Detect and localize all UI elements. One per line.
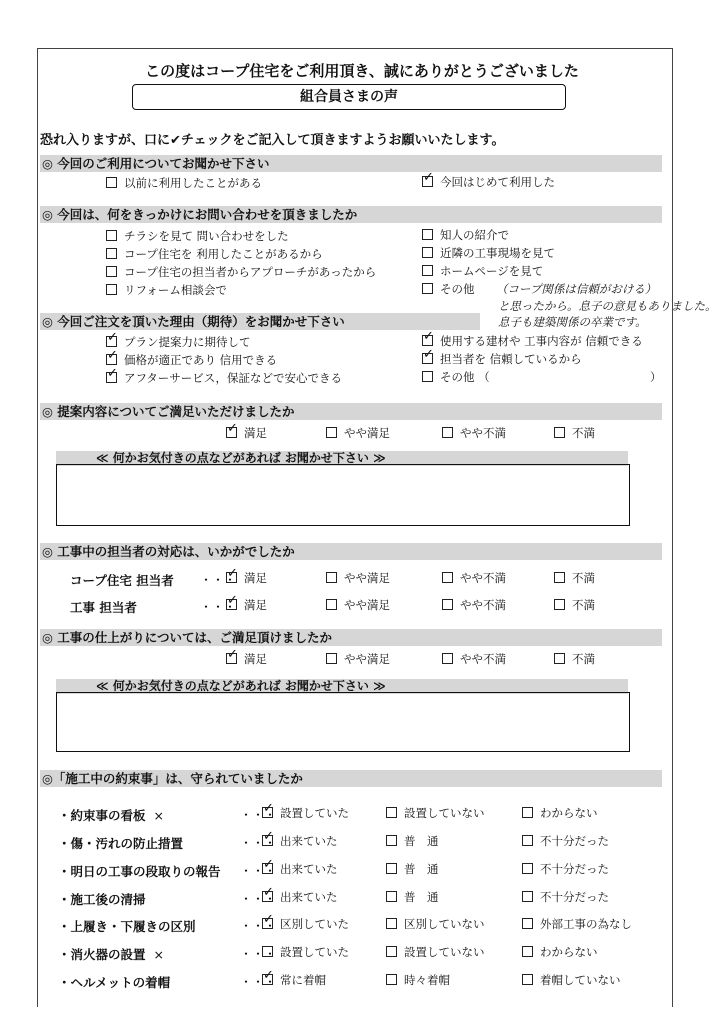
- q5-title: ◎ 工事中の担当者の対応は、いかがでしたか: [40, 543, 662, 560]
- dots: ・・・: [240, 864, 277, 878]
- q6-option[interactable]: 不満: [554, 652, 595, 666]
- q7-option[interactable]: [262, 834, 338, 848]
- checkbox[interactable]: [326, 572, 337, 583]
- q5-option[interactable]: 不満: [554, 598, 595, 612]
- handwritten-note: 息子も建築関係の卒業です。: [498, 315, 647, 329]
- handwritten-note: （コープ関係は信頼がおける）: [496, 282, 657, 296]
- checkbox-checked[interactable]: [226, 599, 237, 610]
- dots: ・・・: [240, 892, 277, 906]
- checkbox[interactable]: [386, 863, 397, 874]
- checkbox-checked[interactable]: [262, 807, 273, 818]
- checkbox[interactable]: [442, 427, 453, 438]
- q7-option-label: 不十分だった: [540, 834, 609, 848]
- q3-option[interactable]: ✓アフターサービス，保証などで安心できる: [106, 371, 342, 385]
- q7-option[interactable]: [522, 834, 609, 848]
- q7-option[interactable]: [386, 890, 439, 904]
- q7-option-label: 区別していない: [404, 917, 485, 931]
- close-paren: ）: [650, 370, 662, 384]
- q7-title: ◎「施工中の約束事」は、守られていましたか: [40, 770, 662, 787]
- q5-option[interactable]: やや不満: [442, 571, 506, 585]
- q5-option[interactable]: ✓ 満足: [226, 571, 267, 585]
- q7-option[interactable]: [386, 806, 485, 820]
- q1-option[interactable]: ✓ 今回はじめて利用した: [422, 175, 555, 189]
- page-title: この度はコープ住宅をご利用頂き、誠にありがとうございました: [145, 62, 579, 80]
- q2-option[interactable]: ホームページを見て: [422, 264, 543, 278]
- checkbox[interactable]: [442, 653, 453, 664]
- q2-option[interactable]: コープ住宅の担当者からアプローチがあったから: [106, 265, 376, 279]
- q5-option[interactable]: やや満足: [326, 571, 390, 585]
- q7-row-label: [58, 973, 170, 991]
- q7-option-label: 常に着帽: [280, 973, 326, 987]
- q7-option-label: 設置していない: [404, 945, 485, 959]
- checkbox[interactable]: [554, 427, 565, 438]
- dots: ・・・: [240, 919, 277, 933]
- checkbox[interactable]: [422, 283, 433, 294]
- checkbox[interactable]: [522, 974, 533, 985]
- checkbox[interactable]: [386, 974, 397, 985]
- checkbox[interactable]: [522, 918, 533, 929]
- checkbox-checked[interactable]: [422, 335, 433, 346]
- q2-option[interactable]: リフォーム相談会で: [106, 283, 227, 297]
- checkbox-checked[interactable]: [106, 354, 117, 365]
- q7-option-label: 出来ていた: [280, 834, 338, 848]
- checkbox-checked[interactable]: [262, 891, 273, 902]
- q6-title: ◎ 工事の仕上がりについては、ご満足頂けましたか: [40, 629, 662, 646]
- q7-option-label: 着帽していない: [540, 973, 621, 987]
- q7-option[interactable]: [262, 806, 349, 820]
- checkbox[interactable]: [386, 807, 397, 818]
- q7-option-label: 普 通: [404, 862, 439, 876]
- checkbox[interactable]: [522, 863, 533, 874]
- q7-option-label: 普 通: [404, 834, 439, 848]
- checkbox[interactable]: [106, 284, 117, 295]
- q7-option-label: わからない: [540, 945, 598, 959]
- q7-option-label: 出来ていた: [280, 862, 338, 876]
- q6-option[interactable]: やや不満: [442, 652, 506, 666]
- checkbox[interactable]: [554, 572, 565, 583]
- checkbox[interactable]: [106, 248, 117, 259]
- q7-option-label: 外部工事の為なし: [540, 917, 632, 931]
- q7-option[interactable]: [386, 862, 439, 876]
- q3-option[interactable]: ✓価格が適正であり 信用できる: [106, 353, 277, 367]
- q4-option[interactable]: やや不満: [442, 426, 506, 440]
- checkbox-checked[interactable]: [106, 336, 117, 347]
- q7-row-label: [58, 806, 164, 824]
- q5-option[interactable]: 不満: [554, 571, 595, 585]
- q7-option-label: 設置していた: [280, 945, 349, 959]
- q7-option[interactable]: [262, 890, 338, 904]
- q3-option[interactable]: ✓使用する建材や 工事内容が 信頼できる: [422, 334, 643, 348]
- checkbox[interactable]: [442, 599, 453, 610]
- checkbox[interactable]: [386, 946, 397, 957]
- page-subtitle: 組合員さまの声: [132, 84, 566, 110]
- dots: ・・・: [240, 975, 277, 989]
- checkbox-checked[interactable]: [262, 863, 273, 874]
- q5-row-label: 工事 担当者: [70, 600, 137, 615]
- checkbox[interactable]: [442, 572, 453, 583]
- q5-option[interactable]: ✓ 満足: [226, 598, 267, 612]
- q4-option[interactable]: ✓満足: [226, 426, 267, 440]
- dots: ・・・: [240, 808, 277, 822]
- q2-title: ◎ 今回は、何をきっかけにお問い合わせを頂きましたか: [40, 206, 662, 223]
- q7-row-label-text: ・傷・汚れの防止措置: [58, 836, 184, 851]
- checkbox[interactable]: [422, 371, 433, 382]
- checkbox[interactable]: [522, 891, 533, 902]
- q7-row-label-text: ・明日の工事の段取りの報告: [58, 864, 221, 879]
- q7-option-label: わからない: [540, 806, 598, 820]
- q7-option-label: 不十分だった: [540, 862, 609, 876]
- q2-option[interactable]: 知人の紹介で: [422, 228, 509, 242]
- checkbox[interactable]: [326, 653, 337, 664]
- checkbox[interactable]: [326, 599, 337, 610]
- q2-option[interactable]: コープ住宅を 利用したことがあるから: [106, 247, 323, 261]
- q7-option[interactable]: [262, 917, 349, 931]
- checkbox-checked[interactable]: [422, 353, 433, 364]
- checkbox[interactable]: [386, 918, 397, 929]
- q7-option[interactable]: [522, 890, 609, 904]
- q7-row-label-text: ・上履き・下履きの区別: [58, 919, 196, 934]
- checkbox-checked[interactable]: [262, 835, 273, 846]
- q7-row-label: [58, 945, 164, 963]
- q5-option[interactable]: やや不満: [442, 598, 506, 612]
- q7-option-label: 区別していた: [280, 917, 349, 931]
- q7-option[interactable]: [522, 862, 609, 876]
- checkbox[interactable]: [422, 247, 433, 258]
- q7-option[interactable]: [386, 917, 485, 931]
- checkbox[interactable]: [106, 177, 117, 188]
- q7-option[interactable]: [262, 862, 338, 876]
- intro-text: 恐れ入りますが、口に✔チェックをご記入して頂きますようお願いいたします。: [40, 133, 505, 148]
- checkbox-checked[interactable]: [422, 176, 433, 187]
- q1-option[interactable]: 以前に利用したことがある: [106, 176, 262, 190]
- q7-row-label: [58, 862, 221, 880]
- q1-title: ◎ 今回のご利用についてお聞かせ下さい: [40, 155, 662, 172]
- q7-option-label: 出来ていた: [280, 890, 338, 904]
- q2-option[interactable]: その他: [422, 282, 475, 296]
- q4-comment-title: ≪ 何かお気付きの点などがあれば お聞かせ下さい ≫: [56, 451, 628, 466]
- q7-option[interactable]: [522, 973, 621, 987]
- checkbox[interactable]: [386, 835, 397, 846]
- q6-comment-title: ≪ 何かお気付きの点などがあれば お聞かせ下さい ≫: [56, 679, 628, 694]
- q7-row-label: [58, 834, 183, 852]
- q7-row-label-text: ・ヘルメットの着帽: [58, 975, 171, 990]
- x-mark: ×: [153, 947, 164, 962]
- q7-option[interactable]: [522, 945, 598, 959]
- q4-title: ◎ 提案内容についてご満足いただけましたか: [40, 403, 662, 420]
- q5-row-label: コープ住宅 担当者: [70, 573, 174, 588]
- q3-title: ◎ 今回ご注文を頂いた理由（期待）をお聞かせ下さい: [40, 313, 480, 330]
- q7-option-label: 時々着帽: [404, 973, 450, 987]
- q6-option[interactable]: やや満足: [326, 652, 390, 666]
- checkbox-checked[interactable]: [226, 427, 237, 438]
- checkbox[interactable]: [422, 229, 433, 240]
- checkbox[interactable]: [106, 230, 117, 241]
- q7-row-label-text: ・約束事の看板: [58, 808, 146, 823]
- checkbox[interactable]: [522, 807, 533, 818]
- handwritten-note: と思ったから。息子の意見もありました。: [498, 299, 717, 313]
- q7-row-label-text: ・施工後の清掃: [58, 892, 146, 907]
- q3-option[interactable]: ✓担当者を 信頼しているから: [422, 352, 582, 366]
- dots: ・・・: [240, 947, 277, 961]
- checkbox[interactable]: [522, 835, 533, 846]
- checkbox-checked[interactable]: [262, 918, 273, 929]
- dots: ・・・: [240, 836, 277, 850]
- q6-comment-box[interactable]: [56, 692, 630, 752]
- dots: ・・・: [200, 600, 237, 614]
- checkbox[interactable]: [522, 946, 533, 957]
- q5-option[interactable]: やや満足: [326, 598, 390, 612]
- checkbox-checked[interactable]: [106, 372, 117, 383]
- q4-comment-box[interactable]: [56, 464, 630, 526]
- checkbox[interactable]: [106, 266, 117, 277]
- q7-row-label-text: ・消火器の設置: [58, 947, 146, 962]
- q2-option[interactable]: チラシを見て 問い合わせをした: [106, 229, 289, 243]
- x-mark: ×: [153, 808, 164, 823]
- q7-option-label: 設置していた: [280, 806, 349, 820]
- q7-option[interactable]: [262, 973, 326, 987]
- checkbox[interactable]: [422, 265, 433, 276]
- q7-option[interactable]: [386, 945, 485, 959]
- q7-option[interactable]: [386, 973, 450, 987]
- checkbox[interactable]: [326, 427, 337, 438]
- q7-row-label: [58, 917, 196, 935]
- checkbox[interactable]: [554, 653, 565, 664]
- checkbox[interactable]: [554, 599, 565, 610]
- checkbox-checked[interactable]: [226, 653, 237, 664]
- q7-option-label: 不十分だった: [540, 890, 609, 904]
- q7-option[interactable]: [522, 917, 632, 931]
- checkbox[interactable]: [262, 946, 273, 957]
- q7-option[interactable]: [522, 806, 598, 820]
- q7-option-label: 普 通: [404, 890, 439, 904]
- q7-option-label: 設置していない: [404, 806, 485, 820]
- q7-row-label: [58, 890, 146, 908]
- checkbox-checked[interactable]: [262, 974, 273, 985]
- checkbox-checked[interactable]: [226, 572, 237, 583]
- q7-option[interactable]: [386, 834, 439, 848]
- q2-option[interactable]: 近隣の工事現場を見て: [422, 246, 555, 260]
- q3-option[interactable]: その他 （: [422, 370, 490, 384]
- q4-option[interactable]: 不満: [554, 426, 595, 440]
- checkbox[interactable]: [386, 891, 397, 902]
- dots: ・・・: [200, 573, 237, 587]
- q7-option[interactable]: [262, 945, 349, 959]
- q6-option[interactable]: ✓満足: [226, 652, 267, 666]
- q3-option[interactable]: ✓プラン提案力に期待して: [106, 335, 251, 349]
- q4-option[interactable]: やや満足: [326, 426, 390, 440]
